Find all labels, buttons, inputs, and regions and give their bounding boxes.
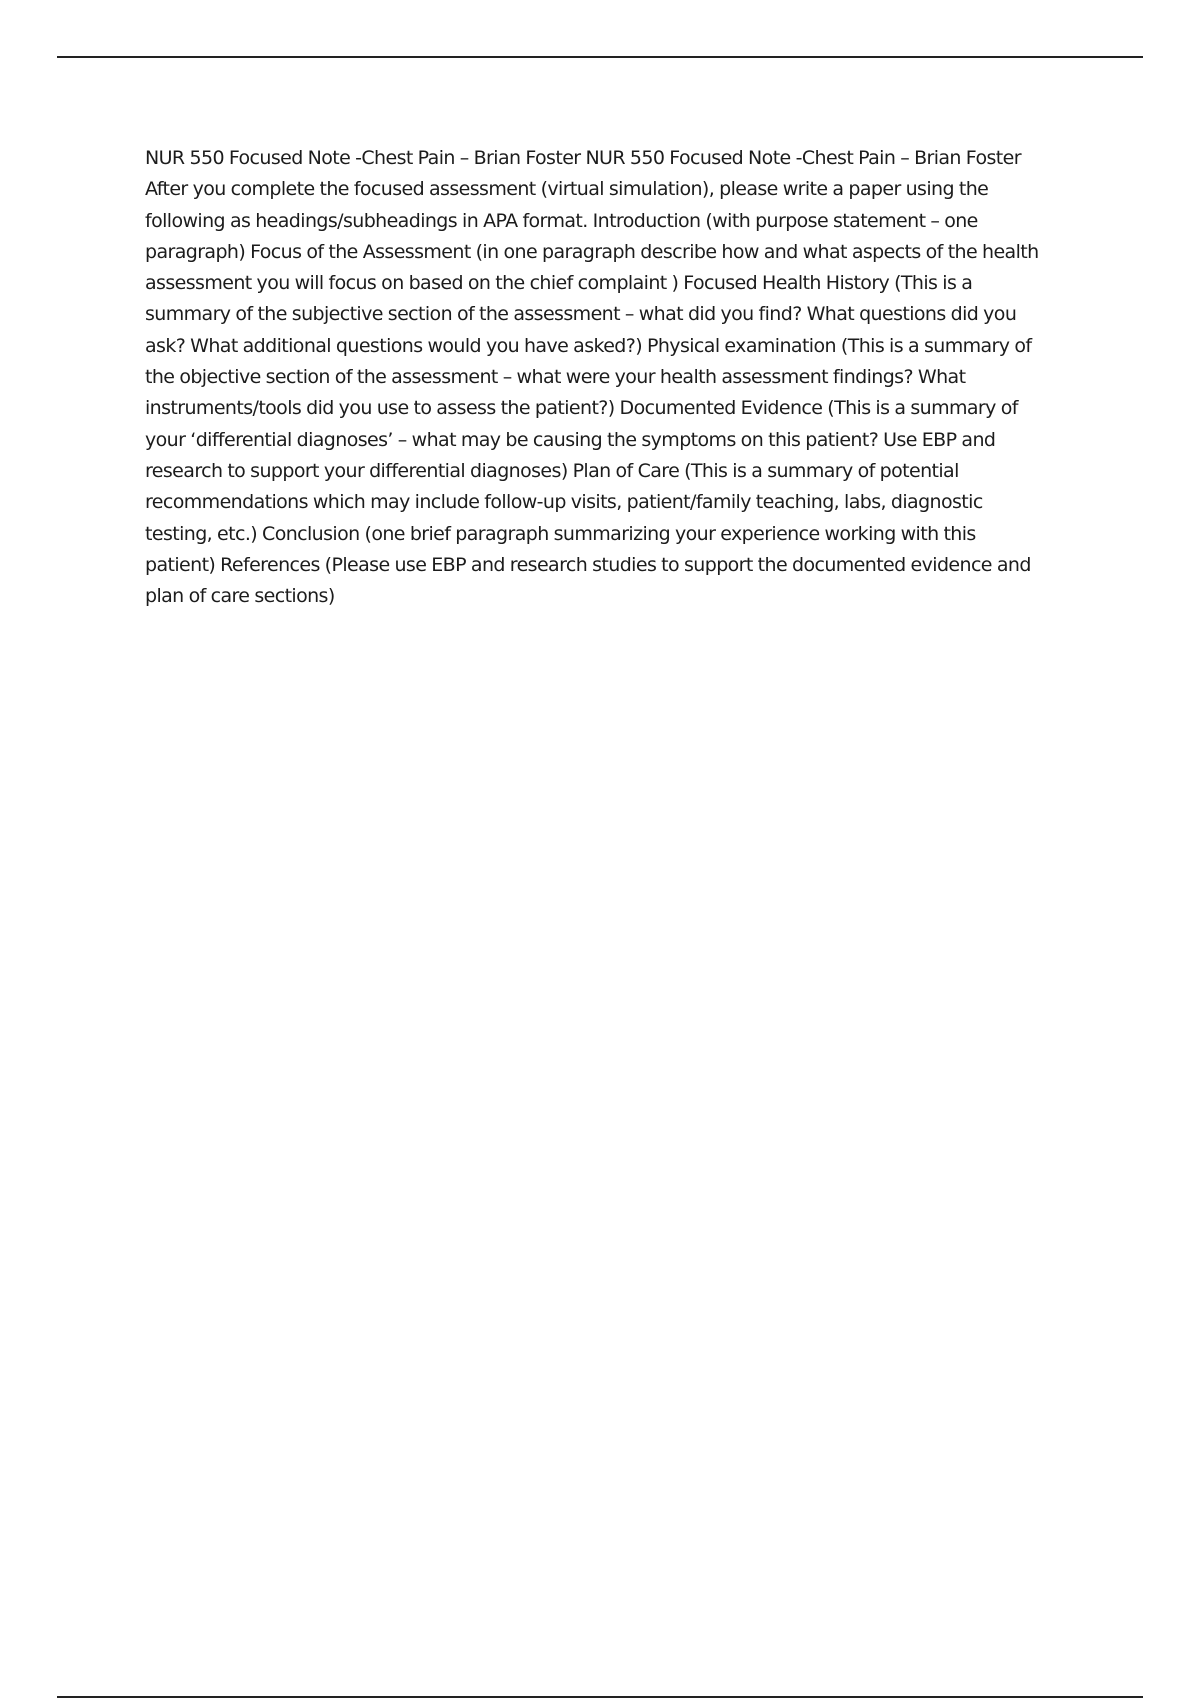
header-rule [57, 56, 1143, 58]
footer-rule [57, 1696, 1143, 1698]
body-paragraph: NUR 550 Focused Note -Chest Pain – Brian Foster NUR 550 Focused Note -Chest Pain – Brian Foster After you complete the focused assessment (virtual simulation), please write a paper using the following as headings/subheadings in APA format. Introduction (with purpose statement – one paragraph) Focus of the Assessment (in one paragraph describe how and what aspects of the health assessment you will focus on based on the chief complaint ) Focused Health History (This is a summary of the subjective section of the assessment – what did you find? What questions did you ask? What additional questions would you have asked?) Physical examination (This is a summary of the objective section of the assessment – what were your health assessment findings? What instruments/tools did you use to assess the patient?) Documented Evidence (This is a summary of your ‘differential diagnoses’ – what may be causing the symptoms on this patient? Use EBP and research to support your differential diagnoses) Plan of Care (This is a summary of potential recommendations which may include follow-up visits, patient/family teaching, labs, diagnostic testing, etc.) Conclusion (one brief paragraph summarizing your experience working with this patient) References (Please use EBP and research studies to support the documented evidence and plan of care sections) [145, 147, 1039, 608]
